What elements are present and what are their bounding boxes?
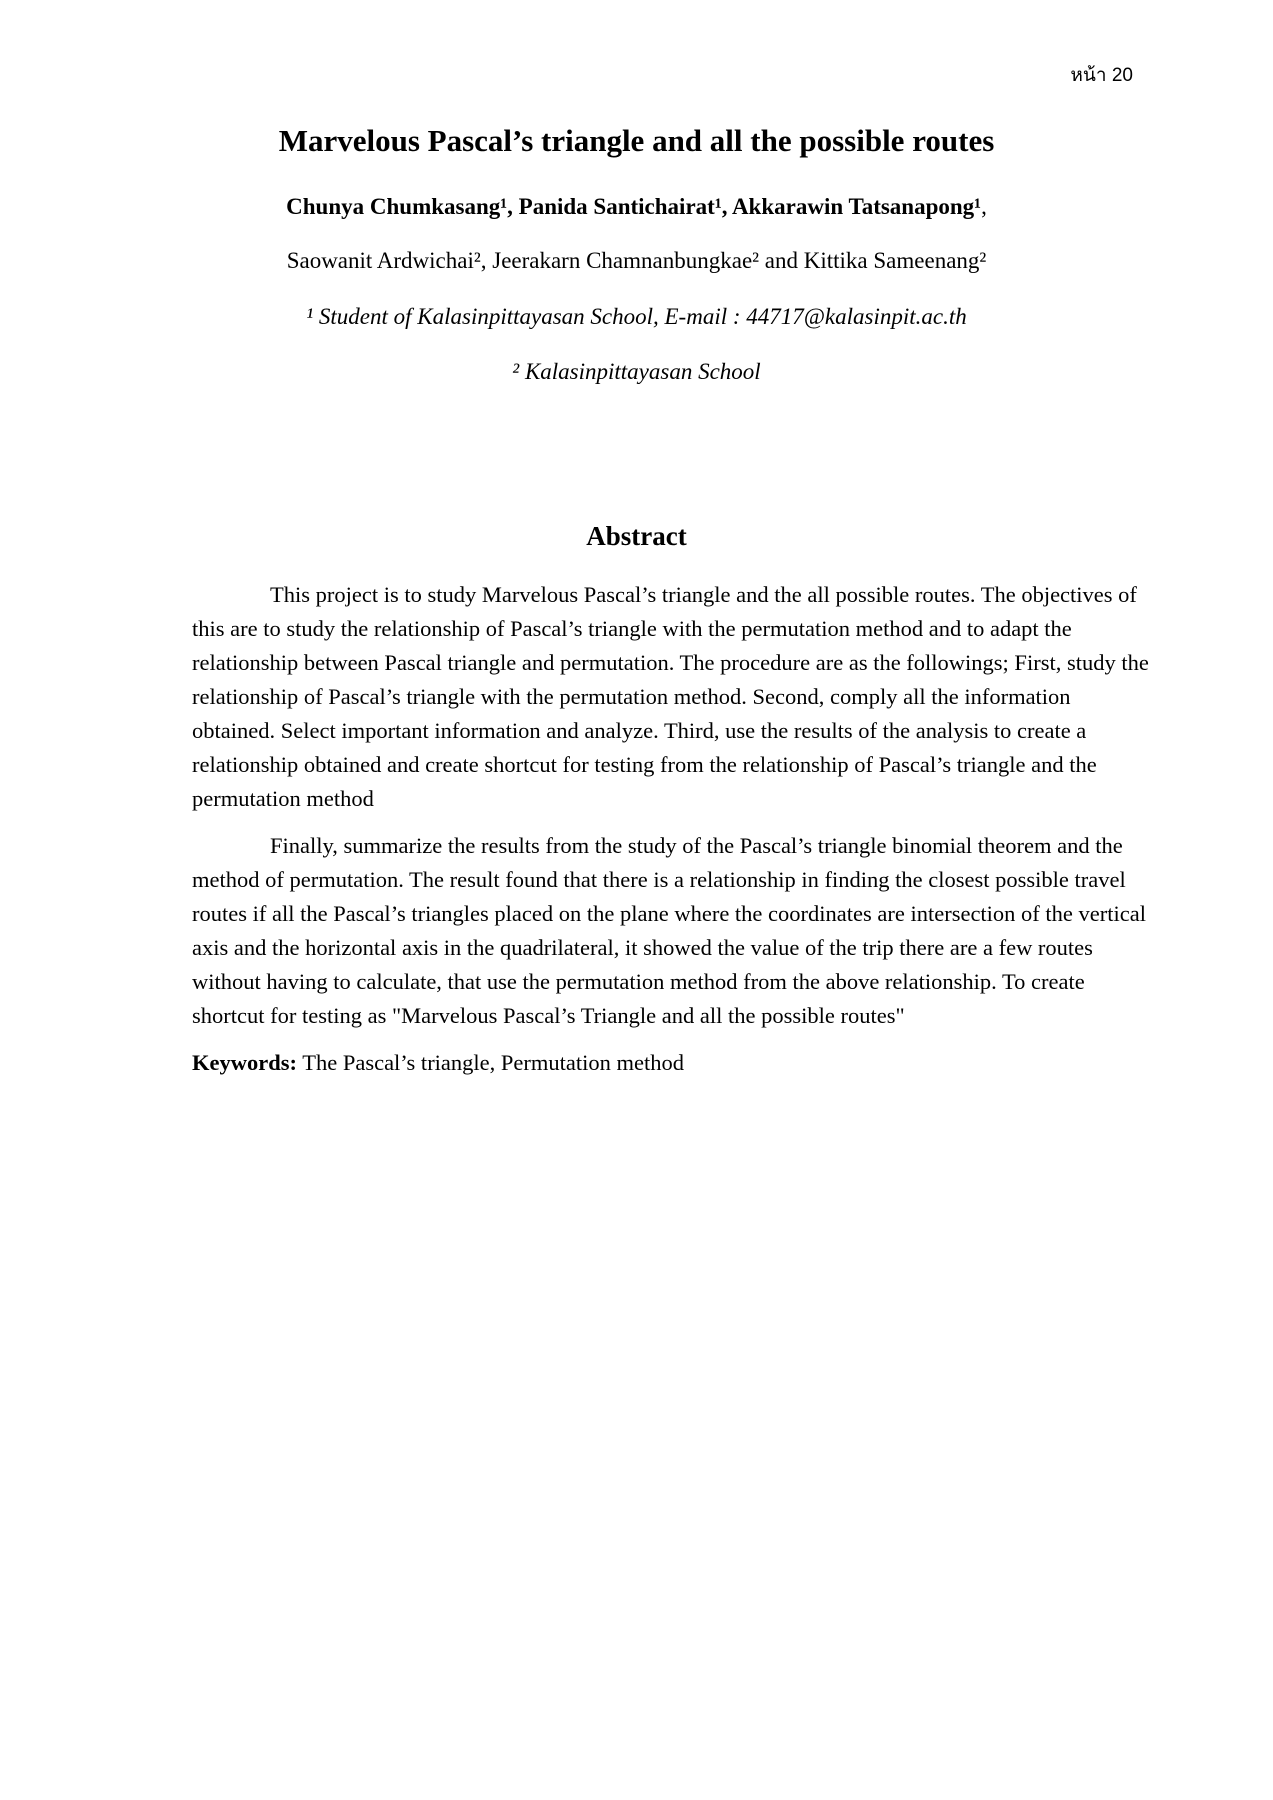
affiliation-1: ¹ Student of Kalasinpittayasan School, E-mail : 44717@kalasinpit.ac.th — [306, 304, 967, 329]
keywords — [192, 1046, 1152, 1080]
authors-secondary: Saowanit Ardwichai², Jeerakarn Chamnanbungkae² and Kittika Sameenang² — [286, 248, 987, 273]
authors-primary-names: Chunya Chumkasang¹, Panida Santichairat¹, Akkarawin Tatsanapong¹ — [286, 194, 982, 219]
affiliation-2: ² Kalasinpittayasan School — [512, 359, 761, 384]
keywords-label: Keywords: — [192, 1050, 297, 1075]
abstract-paragraph-2: Finally, summarize the results from the study of the Pascal’s triangle binomial theorem and the method of permutation. The result found that there is a relationship in finding the closest possible travel routes if all the Pascal’s triangles placed on the plane where the coordinates are intersection of the vertical axis and the horizontal axis in the quadrilateral, it showed the value of the trip there are a few routes without having to calculate, that use the permutation method from the above relationship. To create shortcut for testing as "Marvelous Pascal’s Triangle and all the possible routes" — [192, 833, 1146, 1028]
keywords-text: The Pascal’s triangle, Permutation method — [297, 1050, 685, 1075]
abstract-body — [192, 578, 1152, 1093]
abstract-heading: Abstract — [586, 521, 687, 551]
paper-title: Marvelous Pascal’s triangle and all the possible routes — [278, 123, 995, 158]
page-number: หน้า 20 — [1070, 65, 1133, 86]
authors-primary-trail: , — [981, 194, 987, 219]
abstract-paragraph-1: This project is to study Marvelous Pascal’s triangle and the all possible routes. The objectives of this are to study the relationship of Pascal’s triangle with the permutation method and to adapt the relationship between Pascal triangle and permutation. The procedure are as the followings; First, study the relationship of Pascal’s triangle with the permutation method. Second, comply all the information obtained. Select important information and analyze. Third, use the results of the analysis to create a relationship obtained and create shortcut for testing from the relationship of Pascal’s triangle and the permutation method — [192, 582, 1149, 811]
authors-primary — [0, 193, 1273, 221]
